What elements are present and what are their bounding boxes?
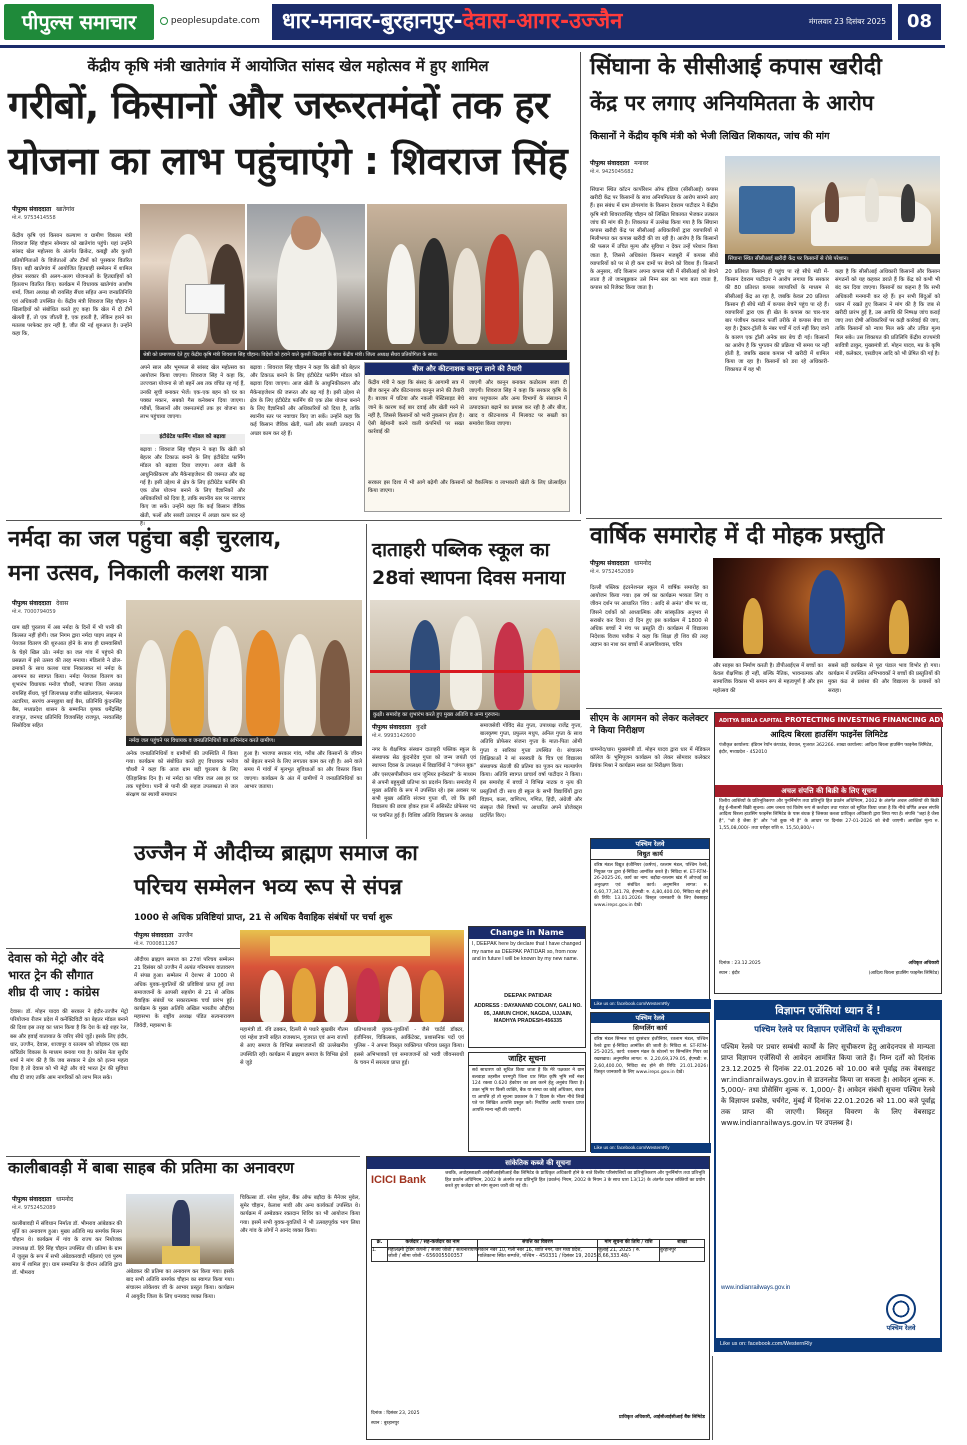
brand-logo bbox=[4, 4, 154, 40]
ad-attn-subtitle: पश्चिम रेलवे पर विज्ञापन एजेंसियों के सूचीकरण bbox=[754, 1025, 902, 1035]
section-divider bbox=[6, 1156, 360, 1157]
story8-body-col1: औदीच्य ब्राह्मण समाज का 27वां परिचय सम्मेलन 21 दिसंबर को उज्जैन में अत्यंत गरिमामय वातावरण में संपन्न हुआ। सम्मेलन में देशभर से 1000 से अधिक युवक-युवतियों की प्रविष्टियां प्राप्त हुईं तथा समाजजनों के आपसी सहयोग से 21 से अधिक वैवाहिक संबंधों पर सकारात्मक चर्चा प्रारंभ हुई। कार्यक्रम के मुख्य अतिथि अखिल भारतीय औदीच्य महासभा के राष्ट्रीय अध्यक्ष पंडित सत्यनारायण जिवेदी, महासभा के bbox=[134, 957, 234, 1029]
story3-photo-stage bbox=[713, 558, 940, 658]
certificate-image bbox=[185, 284, 225, 314]
name-change-ad bbox=[468, 926, 586, 1048]
railway-logo bbox=[866, 1294, 936, 1334]
ad-agencies-notice bbox=[714, 1000, 942, 1352]
story8-deck: 1000 से अधिक प्रविष्टियां प्राप्त, 21 से अधिक वैवाहिक संबंधों पर चर्चा शुरू bbox=[134, 913, 393, 923]
aditya-birla-ad bbox=[714, 712, 967, 994]
byline-text: पीपुल्स संवाददाता bbox=[134, 932, 174, 939]
story4-phone: मो.नं. 7000794059 bbox=[12, 608, 56, 615]
brand-name: पीपुल्स समाचार bbox=[21, 10, 137, 34]
byline-text: पीपुल्स संवाददाता bbox=[590, 160, 630, 167]
sidebar-title: बीज और कीटनाशक कानून लाने की तैयारी bbox=[365, 363, 569, 375]
rail2-body: वरिष्ठ मंडल सिग्नल एवं दूरसंचार इंजीनियर, रतलाम मंडल, पश्चिम रेलवे द्वारा ई-निविदा आमंत्रित की जाती है। निविदा सं. ST-RTM-25-2025, कार्य: रतलाम मंडल के स्टेशनों पर सिग्नलिंग गियर का रखरखाव। अनुमानित लागत: रु. 2,20,69,379.05, ईएमडी: रु. 2,60,400.00, निविदा बंद होने की तिथि: 21.01.2026। विस्तृत जानकारी के लिए www.ireps.gov.in देखें। bbox=[594, 1037, 708, 1076]
icici-table-header bbox=[372, 1240, 705, 1248]
story8-place: उज्जैन bbox=[178, 932, 193, 939]
dancer-figure bbox=[743, 598, 763, 654]
rail1-title: विधुत कार्य bbox=[591, 849, 709, 860]
story8-phone: मो.नं. 7000811267 bbox=[134, 940, 178, 947]
public-notice-body: सर्व साधारण को सूचित किया जाता है कि मेरे पक्षकार ने ग्राम बलवाड़ा तहसील धरमपुरी जिला धार स्थित कृषि भूमि सर्वे नंबर 124 रकबा 0.620 हेक्टेयर का क्रय करने हेतु अनुबंध किया है। उक्त भूमि पर किसी व्यक्ति, बैंक या संस्था का कोई अधिकार, बंधक या आपत्ति हो तो सूचना प्रकाशन के 7 दिवस के भीतर नीचे लिखे पते पर लिखित आपत्ति प्रस्तुत करें। निर्धारित अवधि पश्चात प्राप्त आपत्ति मान्य नहीं की जाएगी। bbox=[472, 1068, 584, 1113]
story2-photo-farmers bbox=[725, 156, 940, 254]
page-number: 08 bbox=[896, 4, 941, 40]
byline-text: पीपुल्स संवाददाता bbox=[12, 1196, 52, 1203]
icici-possession-notice bbox=[366, 1156, 710, 1440]
rail2-facebook[interactable]: Like us on: facebook.com/WesternRly bbox=[591, 1143, 711, 1153]
person-figure bbox=[292, 968, 316, 1022]
icici-col-header: संपत्ति का विवरण bbox=[478, 1240, 598, 1248]
aditya-sign: अधिकृत अधिकारी bbox=[908, 961, 939, 966]
story4-body-col1: ग्राम बड़ी चुरलाय में अब नर्मदा के दिनों में भी पानी की किल्लत नहीं होगी। जल निगम द्वारा नर्मदा पाइप लाइन से पेयजल वितरण की शुरुआत होने के साथ ही ग्रामवासियों के चेहरे खिल उठे। नर्मदा का जल गांव में पहुंचने की प्रसन्नता में इसे उत्सव की तरह मनाया। मंडिलांवे ने ढोल-ढमाकों के साथ कलश यात्रा निकालकर मां नर्मदा के आगमन का स्वागत किया। नर्मदा पेयजल वितरण का शुभारंभ विधायक मनोज चौधरी, भाजपा जिला अध्यक्ष रायसिंह सैंधव, पूर्व जिलाध्यक्ष राजीव खंडेलवाल, भेरूलाल अटारिया, सरपंच अनसूइया बाई बैस, प्रतिनिधि कुंदनसिंह बैस, मध्यप्रदेश शासन के सम्मानित कृषक धर्मेंद्रसिंह राजपूत, जनपद प्रतिनिधि विजयसिंह राजपूत, नरवतसिंह सिसोदिया सहित bbox=[12, 625, 122, 730]
story5-photo-caption: कुक्षी। समारोह का शुभारंभ करते हुए मुख्य अतिथि व अन्य गुरुजन। bbox=[370, 710, 580, 720]
story3-byline bbox=[590, 560, 710, 582]
story4-photo-caption: नर्मदा जल पहुंचने पर विधायक व जनप्रतिनिधियों का अभिनंदन करते ग्रामीण। bbox=[126, 736, 362, 746]
person-figure bbox=[419, 238, 449, 344]
railway-tender-ad-1 bbox=[590, 838, 710, 1008]
aditya-tagline: PROTECTING INVESTING FINANCING ADVISING bbox=[784, 716, 967, 724]
icici-col-header: शाखा bbox=[660, 1240, 705, 1248]
story5-place: कुक्षी bbox=[416, 724, 427, 731]
railway-logo-text: पश्चिम रेलवे bbox=[886, 1324, 916, 1332]
person-figure bbox=[170, 630, 204, 736]
rail2-title: सिग्नलिंग कार्य bbox=[591, 1023, 709, 1034]
story8-body-col2: महामंत्री डॉ. रवि ठक्कर, दिल्ली से पधारे सुखबीर गौतम एवं महेश ज्ञानी सहित राजस्थान, गुजरात एवं अन्य राज्यों से आए समाज के विभिन्न समाजजनों की उल्लेखनीय उपस्थिति रही। कार्यक्रम में ब्राह्मण समाज के विभिन्न क्षेत्रों से जुड़े bbox=[240, 1027, 348, 1066]
story3-place: धामनोद bbox=[634, 560, 652, 567]
person-figure bbox=[324, 966, 348, 1022]
icici-col-header: क्र. bbox=[372, 1240, 388, 1248]
icici-strip-title: सांकेतिक कब्जे की सूचना bbox=[367, 1157, 709, 1169]
story2-deck: किसानों ने केंद्रीय कृषि मंत्री को भेजी लिखित शिकायत, जांच की मांग bbox=[590, 131, 830, 142]
person-figure bbox=[320, 640, 350, 736]
story1-headline-line2: योजना का लाभ पहुंचाएंगे : शिवराज सिंह bbox=[8, 139, 568, 183]
aditya-company: आदित्य बिरला हाउसिंग फाइनेंस लिमिटेड bbox=[770, 730, 888, 739]
story5-photo-ribbon bbox=[370, 600, 580, 710]
section-divider bbox=[586, 708, 942, 709]
byline-text: पीपुल्स संवाददाता bbox=[372, 724, 412, 731]
story4-body-col2: अनेक जनप्रतिनिधियों व ग्रामीणों की उपस्थिति में किया गया। कार्यक्रम को संबोधित करते हुए विधायक मनोज चौधरी ने कहा कि आज ग्राम बड़ी चुरलाय के लिए ऐतिहासिक दिन है। मां नर्मदा का पवित्र जल अब हर घर तक पहुंचेगा। पानी से पानी की सहज उपलब्धता से जल संरक्षण का स्थायी समाधान bbox=[126, 751, 238, 799]
icici-brand: ICICI Bank bbox=[371, 1174, 427, 1186]
person-figure bbox=[410, 620, 440, 710]
rail2-org: पश्चिम रेलवे bbox=[591, 1013, 709, 1023]
story2-photo-caption: सिंघाना स्थित सीसीआई खरीदी केंद्र पर किसानों से रोबे परेशान। bbox=[725, 254, 940, 264]
rail1-body: वरिष्ठ मंडल विद्युत इंजीनियर (कर्षण), रतलाम मंडल, पश्चिम रेलवे, नियुक्त पत्र द्वारा ई-निविदा आमंत्रित करते हैं। निविदा सं. ET-RTM-26-2025-26, कार्य का नाम: बड़ौदा-रतलाम खंड में ओएचई का अनुरक्षण एवं संबंधित कार्य। अनुमानित लागत: रु. 6,60,77,341.78, ईएमडी: रु. 4,80,400.00, निविदा बंद होने की तिथि: 13.01.2026। विस्तृत जानकारी के लिए वेबसाइट www.ireps.gov.in देखें। bbox=[594, 863, 708, 908]
truck-image bbox=[739, 186, 795, 234]
story1-photo-wrestlers bbox=[367, 204, 567, 350]
aditya-address: पंजीकृत कार्यालय: इंडियन रेयॉन कंपाउंड, वेरावल, गुजरात 362266. शाखा कार्यालय: आदित्य बिरला हाउसिंग फाइनेंस लिमिटेड, इंदौर, मध्यप्रदेश - 452010 bbox=[719, 743, 933, 755]
story2-place: मनावर bbox=[634, 160, 649, 167]
issue-date: मंगलवार 23 दिसंबर 2025 bbox=[808, 17, 886, 26]
story1-photo-award bbox=[140, 204, 245, 350]
person-figure bbox=[356, 968, 380, 1022]
story8-headline-line1: उज्जैन में औदीच्य ब्राह्मण समाज का bbox=[134, 841, 418, 866]
story4-headline-line1: नर्मदा का जल पहुंचा बड़ी चुरलाय, bbox=[8, 527, 282, 552]
story8-body-col3: प्रतिभाशाली युवक-युवतियों - जैसे चार्टर्ड डॉक्टर, इंजीनियर, चिकित्सक, आर्किटेक्ट, प्रशासनिक पदों एवं पुलिस - ने अपना विस्तृत व्यक्तिगत परिचय प्रस्तुत किया। इससे अभिभावकों एवं समाजजनों को भावी जीवनसाथी के चयन में सरलता प्राप्त हुई। bbox=[354, 1027, 464, 1066]
rail1-org: पश्चिम रेलवे bbox=[591, 839, 709, 849]
story2-byline bbox=[590, 160, 720, 184]
dancer-figure bbox=[889, 600, 909, 654]
rail1-facebook[interactable]: Like us on: facebook.com/WesternRly bbox=[591, 999, 711, 1009]
pedestal-image bbox=[162, 1246, 200, 1264]
person-figure bbox=[387, 244, 415, 344]
icici-sign: प्राधिकृत अधिकारी, आईसीआईसीआई बैंक लिमिटेड bbox=[618, 1415, 705, 1420]
story1-body-col2: अपने साल और भूमफल से सांसद खेल महोत्सव का आयोजन किया जाएगा। शिवराज सिंह ने कहा कि, उज्ज्वला योजना से जो बहनें अब तक वंचित रह गई हैं, उनकी सूची बनाकर भेजें। एक-एक बहन को घर का पक्का मकान, सबको गैस कनेक्शन दिया जाएगा। गरीबों, किसानों और जरूरतमंदों तक हर योजना का लाभ पहुंचाया जाएगा। bbox=[140, 365, 245, 421]
aditya-date: दिनांक : 23.12.2025 bbox=[719, 961, 761, 966]
story1-place: खातेगांव bbox=[56, 206, 75, 213]
story9-headline: कालीबावड़ी में बाबा साहब की प्रतिमा का अनावरण bbox=[8, 1159, 294, 1177]
person-figure bbox=[284, 634, 316, 736]
railway-tender-ad-2 bbox=[590, 1012, 710, 1152]
story1-body-col1: केंद्रीय कृषि एवं किसान कल्याण व ग्रामीण विकास मंत्री शिवराज सिंह चौहान सोमवार को खातेगांव पहुंचे। यहां उन्होंने सांसद खेल महोत्सव के अंतर्गत क्रिकेट, कबड्डी और कुश्ती प्रतियोगिताओं के विजेताओं और टीमों को पुरस्कार वितरित किए। बड़ी खातेगांव में आयोजित हितग्राही सम्मेलन में शामिल होकर सरकार की अलग-अलग योजनाओं के हितग्राहियों को हितलाभ वितरित किए। कार्यक्रम में विधायक खातेगांव आशीष शर्मा, जिला अध्यक्ष श्री रायसिंह सैंधव सहित अन्य जनप्रतिनिधि एवं अधिकारी उपस्थित थे। केंद्रीय मंत्री शिवराज सिंह चौहान ने खिलाड़ियों को संबोधित करते हुए कहा कि खेल में दो टीमें खेलती हैं, तो एक जीतती है, एक हारती है, लेकिन हारने का मतलब परफेक्ट हार नहीं है, जीत की नई शुरुआत है। उन्होंने कहा कि, bbox=[12, 233, 132, 338]
story2-phone: मो.नं. 9425045682 bbox=[590, 168, 634, 175]
column-divider bbox=[580, 52, 581, 514]
story8-photo-stage bbox=[240, 930, 464, 1022]
story1-sidebar bbox=[364, 362, 570, 512]
person-figure bbox=[485, 234, 519, 344]
story5-body-col2: समाजसेवी गोविंद सेठ गुप्ता, उपाध्यक्ष राजेंद्र गुप्ता, बालकृष्ण गुप्ता, प्रफुल्ल मधुप, अनिल गुप्ता के साथ अतिथि प्रोफेसर संजना गुप्ता के माता-पिता ओमी गुप्ता व सारिका गुप्ता उपस्थित थे। संचालन शिक्षिकाओं ने मां सरस्वती के चित्र एवं विद्यालय संस्थापक सेठजी की प्रतिमा का पूजन कर माल्यार्पण किया। अतिथि स्वागत प्राचार्य वर्षा पाटीदार ने किया। इस समारोह में बच्चों ने विभिन्न नाटक व नृत्य की प्रस्तुतियाँ दीं। साथ ही स्कूल के सभी विद्यार्थियों द्वारा विज्ञान, कला, वाणिज्य, गणित, हिंदी, अंग्रेजी और संस्कृत जैसे विषयों पर आधारित अपने प्रोजेक्ट्स प्रदर्शित किए। bbox=[480, 723, 582, 820]
story7-body: देवास। डॉ. मोहन यादव की सरकार ने इंदौर-उज्जैन मेट्रो परियोजना रीजन प्रदेश में कनेक्टिविटी का बेहतर मॉडल बनाने की दिशा इस तरह का ध्यान किया है कि देश के बड़े शहर रेल, बस और हवाई यातायात के जरिए सीधे जुड़ें। इसके लिए इंदौर, धार, उज्जैन, देवास, शाजापुर व रतलाम को जोड़कर एक बड़ा कॉरिडोर विकास के माध्यम बनाया गया है। कांग्रेस नेता सुधीर शर्मा ने मांग की है कि जब सरकार ने क्षेत्र को इतना महत्व दिया है तो देवास को भी मेट्रो और वंदे भारत ट्रेन की सुविधा शीघ्र दी जाए ताकि आम नागरिकों को लाभ मिल सके। bbox=[10, 1009, 128, 1081]
story9-photo-statue bbox=[126, 1194, 234, 1264]
person-figure bbox=[865, 178, 879, 222]
edition-line: धार-मनावर-बुरहानपुर- bbox=[282, 9, 463, 34]
story3-body-col3: सबसे बड़ी कार्यक्रम से पूरा पंडाल भाव विभोर हो गया। कार्यक्रम में उपस्थित अभिभावकों ने बच्चों की प्रस्तुतियों की मुक्त कंठ से प्रशंसा की और विद्यालय के प्रयासों को सराहा। bbox=[828, 663, 940, 694]
table-row bbox=[372, 1247, 705, 1261]
story9-byline bbox=[12, 1196, 122, 1218]
statue-image bbox=[172, 1200, 190, 1248]
table-cell: बुरहानपुर bbox=[660, 1247, 705, 1261]
column-divider bbox=[712, 1356, 713, 1440]
story5-headline-line2: 28वां स्थापना दिवस मनाया bbox=[372, 567, 566, 589]
aditya-sign-org: (आदित्य बिरला हाउसिंग फाइनेंस लिमिटेड) bbox=[868, 971, 939, 976]
story2-body-col3: कहा है कि सीसीआई अधिकारी किसानों और किसान संगठनों को यह कहकर डराते हैं कि केंद्र को कभी भी बंद कर दिया जाएगा। किसानों का कहना है कि सभी अधिकारी मनमानी कर रहे हैं। इन सभी बिंदुओं को ध्यान में रखते हुए किसान ने मांग की है कि जब से खरीदी प्रारंभ हुई है, उस अवधि की निष्पक्ष जांच कराई जाए तथा दोषी अधिकारियों पर कड़ी कार्रवाई की जाए, ताकि किसानों को न्याय मिल सके और उचित मूल्य मिल सके। उस शिकायत की प्रतिलिपि केंद्रीय राज्यमंत्री सावित्री ठाकुर, मुख्यमंत्री डॉ. मोहन यादव, मप्र के कृषि मंत्री, कलेक्टर, एसडीएम आदि को भी प्रेषित की गई है। bbox=[835, 269, 940, 358]
person-figure bbox=[388, 966, 412, 1022]
story7-headline-line3: शीघ्र दी जाए : कांग्रेस bbox=[8, 985, 100, 999]
name-change-name: DEEPAK PATIDAR bbox=[504, 993, 552, 999]
story3-phone: मो.नं. 9752452089 bbox=[590, 568, 634, 575]
story1-headline-line1: गरीबों, किसानों और जरूरतमंदों तक हर bbox=[8, 83, 550, 127]
byline-text: पीपुल्स संवाददाता bbox=[590, 560, 630, 567]
story1-body-col4: बढ़ावा : शिवराज सिंह चौहान ने कहा कि खेती को बेहतर और टिकाऊ बनाने के लिए इंटीग्रेटेड फार्मिंग मॉडल को बढ़ावा दिया जाएगा। आज खेती के आधुनिकीकरण और मैकेनाइजेशन की जरूरत और बढ़ गई है। इसी उद्देश्य से क्षेत्र के लिए इंटीग्रेटेड फार्मिंग की एक ठोस योजना बनाने के लिए वैज्ञानिकों और अधिकारियों को दिया है, ताकि स्थानीय स्तर पर नवाचार किए जा सकें। उन्होंने कहा कि कई किसान जैविक खेती, फलों और सब्जी उत्पादन में अच्छा काम कर रहे हैं। bbox=[250, 365, 360, 437]
table-cell: महालक्ष्मी ट्रेडिंग कंपनी / संजय जोशी / सत्यनारायण जोशी / सीमा जोशी - 656005500357 bbox=[388, 1247, 478, 1261]
column-divider bbox=[366, 524, 367, 839]
story2-headline-line1: सिंघाना के सीसीआई कपास खरीदी bbox=[590, 54, 882, 80]
aditya-logo bbox=[715, 713, 967, 727]
story9-body-col1: कालीबावड़ी में संविधान निर्माता डॉ. भीमराव आंबेडकर की मूर्ति का अनावरण हुआ। मुख्य अतिथि मप्र समर्पक मिलन चौहान थे। कार्यक्रम में गांव के राज्य कर नियोजक उपाध्यक्ष डॉ. हिरे सिंह चौहान उपस्थित थीं। प्रतिमा के ग्राम में जुलूस के रूप में सभी अंबेडकरवादी महिलाएं एवं पुरुष साथ में शामिल हुए। ग्राम सम्मानित के दौरान अतिथि द्वारा डॉ. भीमराव bbox=[12, 1221, 122, 1277]
ad-attn-website[interactable]: www.indianrailways.gov.in bbox=[721, 1285, 791, 1291]
story1-body-col3: बढ़ावा : शिवराज सिंह चौहान ने कहा कि खेती को बेहतर और टिकाऊ बनाने के लिए इंटीग्रेटेड फार्मिंग मॉडल को बढ़ावा दिया जाएगा। आज खेती के आधुनिकीकरण और मैकेनाइजेशन की जरूरत और बढ़ गई है। इसी उद्देश्य से क्षेत्र के लिए इंटीग्रेटेड फार्मिंग की एक ठोस योजना बनाने के लिए वैज्ञानिकों और अधिकारियों को दिया है, ताकि स्थानीय स्तर पर नवाचार किए जा सकें। उन्होंने कहा कि कई किसान जैविक खेती, फलों और सब्जी उत्पादन में अच्छा काम कर रहे हैं। bbox=[140, 447, 245, 527]
story6-headline: सीएम के आगमन को लेकर कलेक्टर ने किया निरीक्षण bbox=[590, 714, 709, 736]
railway-logo-icon bbox=[886, 1294, 916, 1324]
name-change-body: I, DEEPAK here by declare that I have changed my name as DEEPAK PATIDAR so, from now and in future I will be known by my new name. bbox=[472, 941, 582, 963]
icici-col-header: मांग सूचना की तिथि / राशि bbox=[598, 1240, 660, 1248]
story5-byline bbox=[372, 724, 476, 746]
person-figure bbox=[523, 250, 553, 344]
story1-kicker: केंद्रीय कृषि मंत्री खातेगांव में आयोजित सांसद खेल महोत्सव में हुए शामिल bbox=[87, 57, 489, 75]
story4-photo-garlands bbox=[126, 600, 362, 736]
story1-phone: मो.नं. 9753414558 bbox=[12, 214, 56, 221]
story7-headline-line2: भारत ट्रेन की सौगात bbox=[8, 968, 94, 982]
story3-headline: वार्षिक समारोह में दी मोहक प्रस्तुति bbox=[590, 523, 885, 549]
sidebar-col2: जाएगी और कानून बनाकर कठोरतम सजा दी जाएगी। शिवराज सिंह ने कहा कि सरकार कृषि के साथ पशुपालन और अन्य विभागों के संसाधन में उत्पादकता बढ़ाने का प्रयास कर रही है और बीज, खाद व कीटनाशक में मिलावट पर सख्ती का समावेश किया जाएगा। bbox=[469, 380, 567, 428]
person-figure bbox=[453, 248, 481, 344]
story4-byline bbox=[12, 600, 122, 622]
person-face bbox=[291, 216, 321, 250]
globe-icon bbox=[160, 17, 168, 25]
story9-place: धामनोद bbox=[56, 1196, 74, 1203]
public-notice-title: जाहिर सूचना bbox=[469, 1053, 585, 1066]
table-cell: 1. bbox=[372, 1247, 388, 1261]
dancer-figure bbox=[809, 570, 845, 654]
ad-attn-facebook[interactable]: Like us on: facebook.com/WesternRly bbox=[716, 1338, 940, 1350]
aditya-notice-title: अचल संपत्ति की बिक्री के लिए सूचना bbox=[715, 785, 943, 797]
story3-body-col1: दिल्ली पब्लिक इंटरनेशनल स्कूल में वार्षिक समारोह का आयोजन किया गया। इस वर्ष का कार्यक्रम भव्यता लिए व जीवन दर्शन पर आधारित 'शिव : आदि से अनंत' थीम पर था, जिसने दर्शकों को आध्यात्मिक और सांस्कृतिक अनुभव से सराबोर कर दिया। दो दिन हुए इस कार्यक्रम में 1800 से अधिक बच्चों ने मंच पर प्रस्तुति दी। कार्यक्रम में विद्यालय निदेशक विजय पारीक ने कहा कि शिक्षा ही शिव की तरह अज्ञान का नाश कर बच्चों में आत्मविश्वास, चरित्र bbox=[590, 585, 708, 649]
person-figure bbox=[825, 182, 839, 222]
story1-photo-minister bbox=[247, 204, 365, 350]
icici-body: जबकि, अधोहस्ताक्षरी आईसीआईसीआई बैंक लिमिटेड के प्राधिकृत अधिकारी होने के नाते वित्तीय परिसंपत्तियों का प्रतिभूतिकरण और पुनर्निर्माण तथा प्रतिभूति हित प्रवर्तन अधिनियम, 2002 के अंतर्गत तथा प्रतिभूति हित (प्रवर्तन) नियम, 2002 के नियम 3 के साथ धारा 13(12) के अंतर्गत प्रदत्त शक्तियों का प्रयोग करते हुए कर्जदार को मांग सूचना जारी की गई थी। bbox=[445, 1171, 705, 1190]
story6-body: धामनोद/धार। मुख्यमंत्री डॉ. मोहन यादव द्वारा धार में मेडिकल कॉलेज के भूमिपूजन कार्यक्रम को लेकर सोमवार कलेक्टर प्रियंक मिश्रा ने कार्यक्रम स्थल का निरीक्षण किया। bbox=[590, 747, 710, 770]
section-divider bbox=[586, 518, 942, 519]
masthead bbox=[0, 0, 945, 48]
stage-banner bbox=[270, 936, 430, 956]
edition-line-highlight: देवास-आगर-उज्जैन bbox=[462, 9, 623, 34]
icici-table bbox=[371, 1239, 705, 1262]
person-figure bbox=[136, 640, 166, 736]
story5-body-col1: नगर के शैक्षणिक संस्थान दाताहरी पब्लिक स्कूल के संस्थापक सेठ कुंदनोदेव गुप्ता को जन्म जयंती एवं स्थापना दिवस के उपलक्ष्य में विद्यार्थियों ने "जंगल बुक" और एसएसपीसीयान थान जूनियर इन्वेस्टर्स" के माध्यम से अपनी बहुमुखी प्रतिभा का प्रदर्शन किया। समारोह में मुख्य अतिथि के रूप में उपस्थित रहे। इस अवसर पर सभी मुख्य अतिथि संजना गुप्ता थीं, जो कि इसी विद्यालय की छात्रा होकर हाल में असिस्टेंट प्रोफेसर पद पर चयनित हुई हैं। विशिष्ट अतिथि विद्यालय के अध्यक्ष bbox=[372, 747, 477, 819]
name-change-address: ADDRESS : DAYANAND COLONY, GALI NO. 05, JAMUN CHOK, NAGDA, UJJAIN, MADHYA PRADESH-456335 bbox=[474, 1003, 582, 1025]
person-figure bbox=[420, 970, 444, 1022]
story4-body-col3: हुआ है। भाजपा सरकार गांव, गरीब और किसानों के जीवन को बेहतर बनाने के लिए लगातार काम कर रही है। आने वाले समय में गांवों में मूलभूत सुविधाओं का और विस्तार किया जाएगा। कार्यक्रम के अंत में ग्रामीणों ने जनप्रतिनिधियों का आभार जताया। bbox=[244, 751, 362, 790]
table-cell: जुलाई 21, 2025 / रु. 8,66,333.48/- bbox=[598, 1247, 660, 1261]
sidebar-closing: सरकार इस दिशा में भी आगे बढ़ेगी और किसानों को वैकल्पिक व लाभकारी खेती के लिए प्रोत्साहित किया जाएगा। bbox=[368, 480, 566, 495]
person-figure bbox=[208, 626, 242, 736]
table-cell: मकान नंबर 10, गली नंबर 16, शांति नगर, धार मध्य प्रदेश, मालिकाना स्थित सम्पत्ति, पश्चिम - 450331 / दिसंबर 19, 2025 bbox=[478, 1247, 598, 1261]
website-url[interactable]: peoplesupdate.com bbox=[160, 15, 270, 29]
story1-byline bbox=[12, 206, 132, 230]
story5-phone: मो.नं. 9993142600 bbox=[372, 732, 416, 739]
icici-place: स्थान : बुरहानपुर bbox=[371, 1421, 400, 1426]
story9-body-col3: अंबेडकर की प्रतिमा का अनावरण कर किया गया। इसके बाद सभी अतिथि समर्पक चौहान का स्वागत किया गया। संचालन लोकेश्वर जी के आभार प्रस्तुत किया। कार्यक्रम में आयुर्वेद जिला के लिए धन्यवाद व्यक्त किया। bbox=[126, 1269, 234, 1300]
public-notice-ad bbox=[468, 1052, 586, 1152]
ad-attn-body: पश्चिम रेलवे पर प्रचार सम्बंधी कार्यों के लिए सूचीकरण हेतु आवेदनपत्र से मान्यता प्राप्त विज्ञापन एजेंसियों से आवेदन आमंत्रित किया जाते हैं। निम्न दर्तों को दिनांक 23.12.2025 से दिनांक 22.01.2026 को 10.00 बजे पूर्वाह्न तक वेबसाइट wr.indianrailways.gov.in से डाउनलोड किया जा सकता है। आवेदन शुल्क रु. 5,000/- तथा प्रोसेसिंग शुल्क रु. 1,000/- है। आवेदन संबंधी सूचना पश्चिम रेलवे के विज्ञापन प्रकोष्ठ, चर्चगेट, मुंबई में दिनांक 22.01.2026 को 11.00 बजे पूर्वाह्न तक प्राप्त की जाएगी। विस्तृत विवरण के लिए वेबसाइट www.indianrailways.gov.in पर उपलब्ध है। bbox=[721, 1043, 935, 1127]
story4-headline-line2: मना उत्सव, निकाली कलश यात्रा bbox=[8, 561, 268, 586]
story2-body-col2: 20 प्रतिशत किसान ही पहुंच पा रहे सीधे मंडी में- किसान देवराम पाटीदार ने आरोप लगाया कि सरकार की 80 प्रतिशत कपास व्यापारियों के माध्यम से सीसीआई केंद्र आ रहा है, जबकि केवल 20 प्रतिशत किसान ही सीधे मंडी में कपास बेचने पहुंच पा रहे हैं। व्यापारियों द्वारा एक ही खेत के कपास का चार-चार बार पंजीयन कराकर फर्जी तरीके से कपास बेचा जा रहा है। ट्रैक्टर-ट्रॉली के नंबर पर्चों में दर्ज नहीं किए जाने के कारण एक ट्रॉली अनेक बार बेच दी गई। किसानों का आरोप है कि भुगतान की प्रक्रिया भी समय पर नहीं होती है, जबकि खराब कपास भी खरीदी में शामिल किया जा रहा है। किसानों को डरा रहे अधिकारी- शिकायत में यह भी bbox=[725, 269, 829, 374]
byline-text: पीपुल्स संवाददाता bbox=[12, 600, 52, 607]
story9-phone: मो.नं. 9752452089 bbox=[12, 1204, 56, 1211]
icici-logo bbox=[371, 1173, 441, 1189]
name-change-title: Change in Name bbox=[469, 927, 585, 939]
section-divider bbox=[6, 520, 581, 521]
aditya-notice-body: वित्तीय आस्तियों के प्रतिभूतिकरण और पुनर्निर्माण तथा प्रतिभूति हित प्रवर्तन अधिनियम, 2002 के अंतर्गत अचल आस्तियों की बिक्री हेतु ई-नीलामी बिक्री सूचना। आम जनता एवं विशेष रूप से कर्जदार तथा गारंटर को सूचित किया जाता है कि नीचे वर्णित अचल संपत्ति आदित्य बिरला हाउसिंग फाइनेंस लिमिटेड के पास बंधक है जिसका कब्जा प्राधिकृत अधिकारी द्वारा लिया गया है। संपत्ति "जहां है जैसा है", "जो है जैसा है" और "जो कुछ भी है" के आधार पर दिनांक 27-01-2026 को बेची जाएगी। आरक्षित मूल्य रु. 1,55,08,000/- तथा धरोहर राशि रु. 15,50,800/-। bbox=[719, 799, 939, 831]
ribbon-image bbox=[370, 670, 580, 673]
story2-body-col1: सिंघाना स्थित कॉटन कार्पोरेशन ऑफ इंडिया (सीसीआई) कपास खरीदी केंद्र पर किसानों के साथ अनियमितता के आरोप सामने आए हैं। इस संबंध में ग्राम डोगरगांव के किसान देवराम पाटीदार ने केंद्रीय कृषि मंत्री शिवराजसिंह चौहान को लिखित शिकायत भेजकर तत्काल जांच की मांग की है। शिकायत में उल्लेख किया गया है कि सिंघाना कपास खरीदी केंद्र पर सीसीआई अधिकारियों द्वारा व्यापारियों से मिलीभगत कर कपास खरीदी की जा रही है। आरोप है कि किसानों की फसल में उचित मूल्य और सुविधा न देकर उन्हें परेशान किया जाता है, जिससे अधिकांश किसान मजबूरी में कपास सीधे व्यापारियों को पर से ही कम दामों पर बेचने को विवश हैं। किसानों के अनुसार, यदि किसान अपना कपास मंडी में सीसीआई को बेचने लाता है तो जानबूझकर उसे निम्न स्तर का भाव बता जाता है, कपास को रिजेक्ट किया जाता है। bbox=[590, 187, 718, 292]
story1-subhead: इंटीग्रेटेड फार्मिंग मॉडल को बढ़ावा bbox=[140, 434, 245, 444]
story8-byline bbox=[134, 932, 234, 954]
person-figure bbox=[901, 184, 915, 222]
icici-col-header: कर्जदार / सह-कर्जदार का नाम bbox=[388, 1240, 478, 1248]
person-figure bbox=[532, 628, 560, 710]
sidebar-col1: केंद्रीय मंत्री ने कहा कि संसद के आगामी सत्र में बीज कानून और कीटनाशक कानून लाने की तैयारी है। बाजार में घटिया और नकली पेस्टिसाइड बेचे जाने के कारण कई बार दवाई और खेती मरने से नहीं है, जिससे किसानों को भारी नुकसान होता है। ऐसी बेईमानी करने वाली कंपनियों पर सख्त कार्रवाई की bbox=[368, 380, 464, 436]
person-figure bbox=[246, 630, 280, 736]
person-figure bbox=[260, 970, 284, 1022]
story4-place: देवास bbox=[56, 600, 69, 607]
ad-attn-title: विज्ञापन एजेंसियां ध्यान दें ! bbox=[716, 1002, 940, 1020]
aditya-place: स्थान : इंदौर bbox=[719, 971, 740, 976]
aditya-brand: ADITYA BIRLA CAPITAL bbox=[719, 718, 783, 724]
story2-headline-line2: केंद्र पर लगाए अनियमितता के आरोप bbox=[590, 91, 874, 115]
person-figure bbox=[450, 616, 482, 710]
story3-body-col2: और साहस का निर्माण करती है। डीपीआईएस में बच्चों का केवल शैक्षणिक ही नहीं, बल्कि नैतिक, भावनात्मक और सामाजिक विकास भी समान रूप से महत्वपूर्ण है और इस महोत्सव की bbox=[713, 663, 823, 694]
story9-body-col2: चिकित्सा डॉ. रमेश मुवेल, बैंक ऑफ बड़ौदा के मैनेजर मुवेल, सुमेर चौहान, केलाश मावी और अन्य कार्यकर्ता उपस्थित थे। कार्यक्रम में अम्बेडकर रक्तदान शिविर का भी आयोजन किया गया। इसमें सभी युवक-युवतियों ने भी उत्साहपूर्वक भाग लिया और गांव के लोगों ने आनंद व्यक्त किया। bbox=[240, 1195, 360, 1234]
story7-headline-line1: देवास को मेट्रो और वंदे bbox=[8, 951, 104, 965]
icici-date: दिनांक : दिसंबर 23, 2025 bbox=[371, 1411, 420, 1416]
story8-headline-line2: परिचय सम्मेलन भव्य रूप से संपन्न bbox=[134, 875, 402, 900]
story1-photo-caption: श्रेष्ठी को प्रमाणपत्र देते हुए केंद्रीय कृषि मंत्री शिवराज सिंह चौहान। विदेशों को हराने वाले कुश्ती खिलाड़ी के साथ केंद्रीय मंत्री। जिला अध्यक्ष सैंधव प्रतियोगिता के साथ। bbox=[140, 350, 567, 360]
person-figure bbox=[494, 622, 524, 710]
story5-headline-line1: दाताहरी पब्लिक स्कूल का bbox=[372, 539, 550, 561]
byline-text: पीपुल्स संवाददाता bbox=[12, 206, 52, 213]
